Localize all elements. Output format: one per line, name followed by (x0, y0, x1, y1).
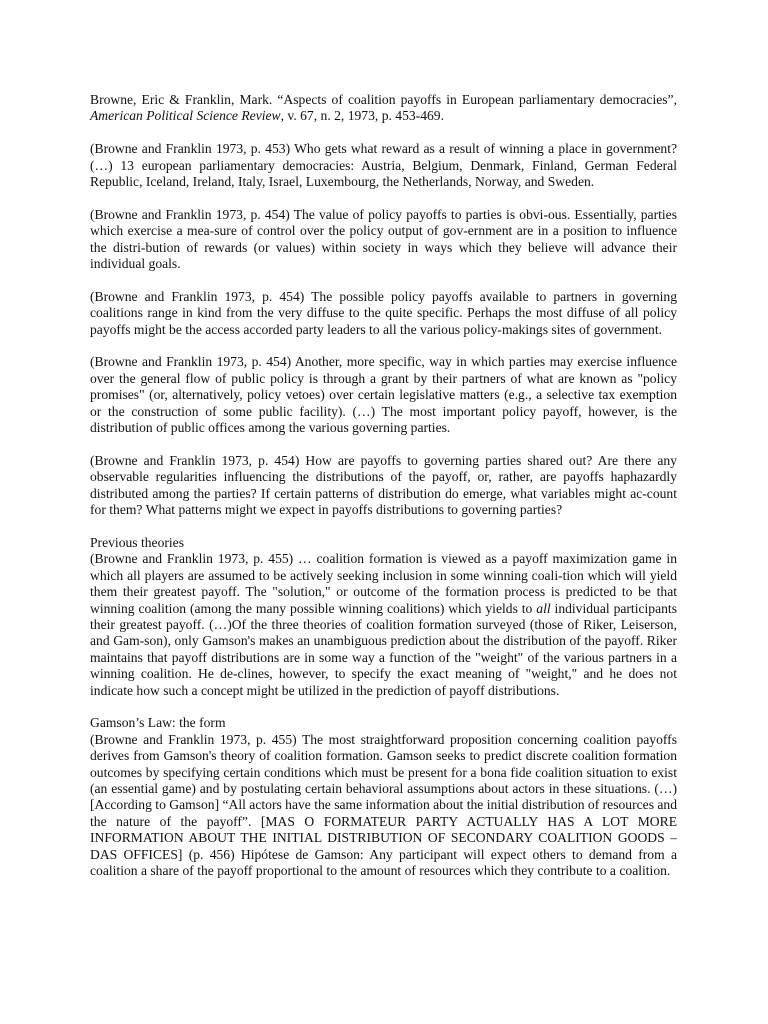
reference-paragraph (90, 92, 677, 125)
gamsons-law-section (90, 715, 677, 879)
previous-theories-text-2: individual participants their greatest payoff. (…)Of the three theories of coalition formation surveyed (those of Riker, Leiserson, and Gam-son), only Gamson's makes an unambiguous prediction about the distribution of the payoff. Riker maintains that payoff distributions are in some way a function of the "weight" of the various partners in a winning coalition. He de-clines, however, to specify the exact meaning of "weight," and he does not indicate how such a concept might be utilized in the prediction of payoff distributions. (90, 600, 677, 698)
reference-authors-title: Browne, Eric & Franklin, Mark. “Aspects of coalition payoffs in European parliamentary democracies”, (90, 92, 677, 107)
quote-paragraph-1: (Browne and Franklin 1973, p. 453) Who gets what reward as a result of winning a place in government? (…) 13 european parliamentary democracies: Austria, Belgium, Denmark, Finland, German Federal Republic, Iceland, Ireland, Italy, Israel, Luxembourg, the Netherlands, Norway, and Sweden. (90, 141, 677, 190)
previous-theories-section (90, 535, 677, 699)
gamsons-law-heading: Gamson’s Law: the form (90, 715, 226, 731)
quote-paragraph-3: (Browne and Franklin 1973, p. 454) The possible policy payoffs available to partners in governing coalitions range in kind from the very diffuse to the quite specific. Perhaps the most diffuse of all policy payoffs might be the access accorded party leaders to all the various policy-makings sites of government. (90, 288, 677, 337)
gamsons-law-text: (Browne and Franklin 1973, p. 455) The most straightforward proposition concerning coalition payoffs derives from Gamson's theory of coalition formation. Gamson seeks to predict discrete coalition formation outcomes by specifying certain conditions which must be present for a bona fide coalition situation to exist (an essential game) and by postulating certain behavioral assumptions about actors in these situations. (…) [According to Gamson] “All actors have the same information about the initial distribution of resources and the nature of the payoff”. [MAS O FORMATEUR PARTY ACTUALLY HAS A LOT MORE INFORMATION ABOUT THE INITIAL DISTRIBUTION OF SECONDARY COALITION GOODS – DAS OFFICES] (p. 456) Hipótese de Gamson: Any participant will expect others to demand from a coalition a share of the payoff proportional to the amount of resources which they contribute to a coalition. (90, 731, 678, 878)
reference-journal: American Political Science Review (90, 108, 281, 124)
previous-theories-heading: Previous theories (90, 534, 185, 550)
quote-paragraph-2: (Browne and Franklin 1973, p. 454) The value of policy payoffs to parties is obvi-ous. Essentially, parties which exercise a mea-sure of control over the policy output of gov-ernment are in a position to influence the distri-bution of rewards (or values) within society in ways which they believe will advance their individual goals. (90, 206, 677, 272)
previous-theories-italic: all (536, 600, 551, 616)
quote-paragraph-5: (Browne and Franklin 1973, p. 454) How are payoffs to governing parties shared out? Are there any observable regularities influencing the distributions of the payoff, or, rather, are payoffs haphazardly distributed among the parties? If certain patterns of distribution do emerge, what variables might ac-count for them? What patterns might we expect in payoffs distributions to governing parties? (90, 452, 677, 518)
previous-theories-text-1: (Browne and Franklin 1973, p. 455) … coalition formation is viewed as a payoff maximization game in which all players are assumed to be actively seeking inclusion in some winning coali-tion which will yield them their greatest payoff. The "solution," or outcome of the formation process is predicted to be that winning coalition (among the many possible winning coalitions) which yields to (90, 551, 677, 616)
reference-details: , v. 67, n. 2, 1973, p. 453-469. (280, 108, 444, 124)
quote-paragraph-4: (Browne and Franklin 1973, p. 454) Another, more specific, way in which parties may exercise influence over the general flow of public policy is through a grant by their partners of what are known as "policy promises" (or, alternatively, policy vetoes) over certain legislative matters (e.g., a selective tax exemption or the construction of some public facility). (…) The most important policy payoff, however, is the distribution of public offices among the various governing parties. (90, 354, 677, 436)
document-page (90, 92, 677, 879)
